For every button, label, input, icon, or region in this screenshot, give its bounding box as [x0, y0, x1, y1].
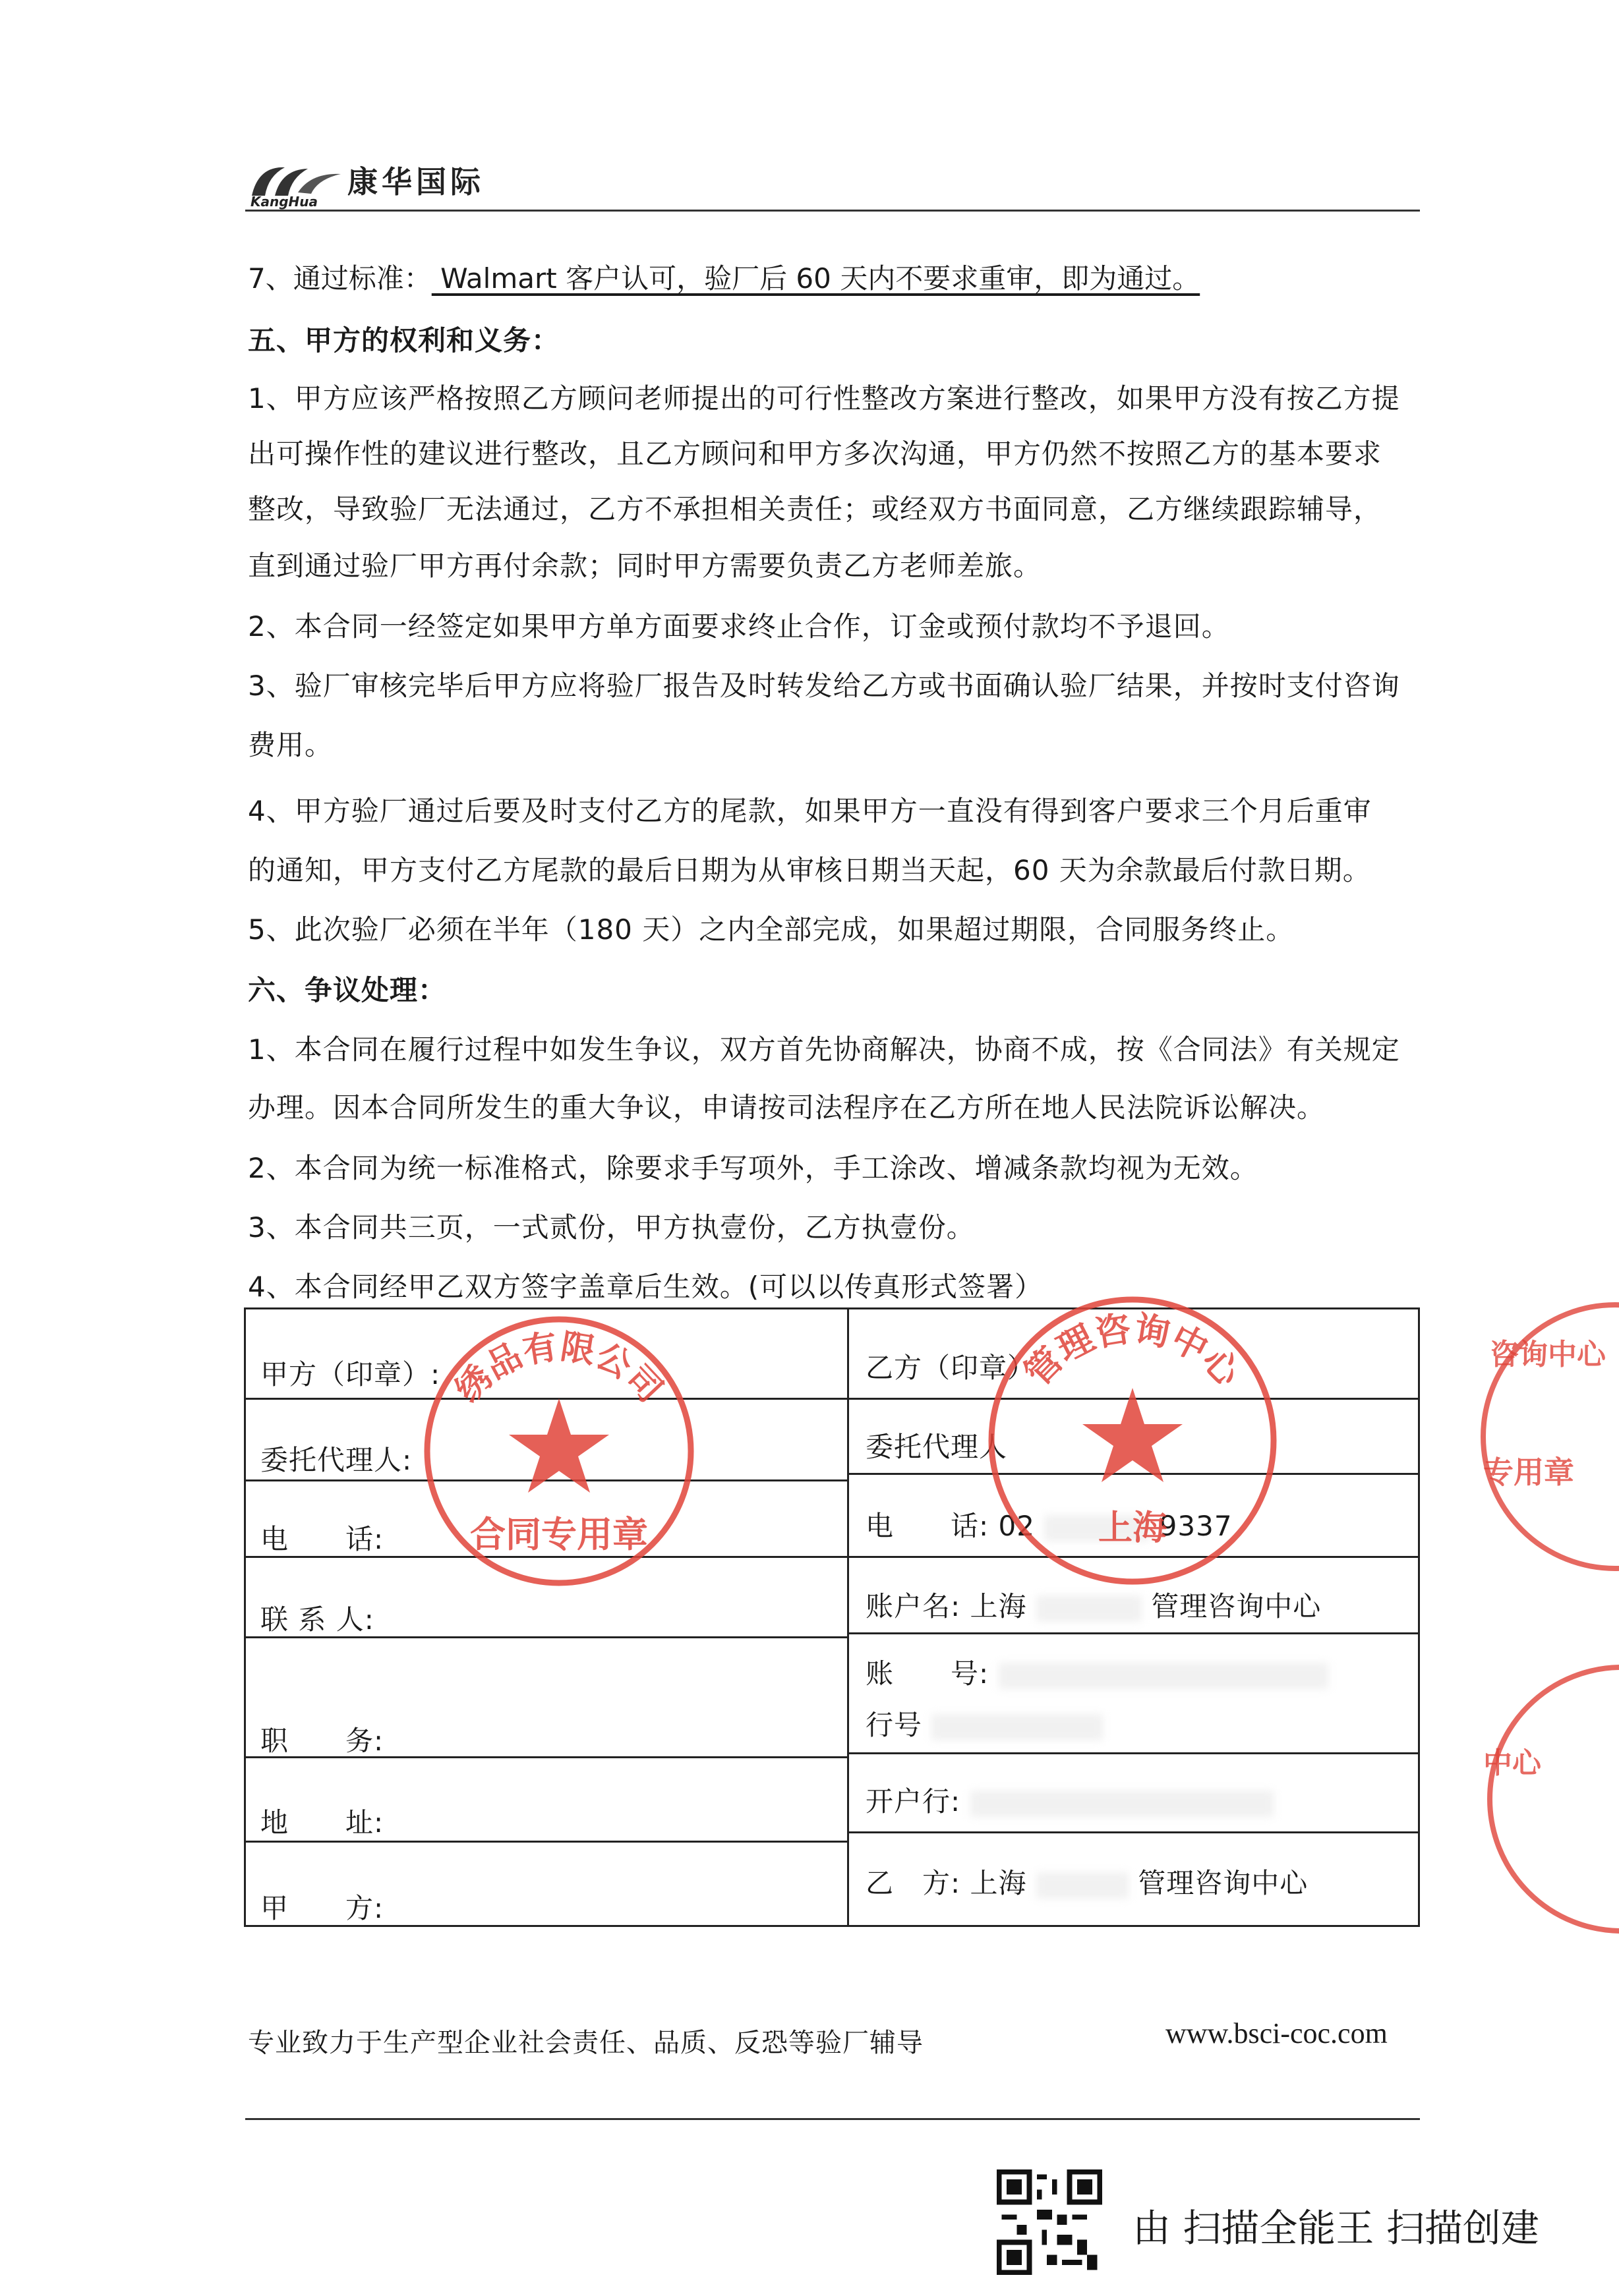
party-b-agent-label: 委托代理人: [866, 1431, 1008, 1463]
redacted-block: [1036, 1872, 1129, 1899]
bank-label: 开户行:: [866, 1785, 961, 1818]
section-7-line: [248, 258, 1200, 299]
footer-slogan: 专业致力于生产型企业社会责任、品质、反恐等验厂辅导: [248, 2028, 924, 2058]
section-6-heading: 六、争议处理：: [248, 974, 447, 1006]
section-5-line: 5、此次验厂必须在半年（180 天）之内全部完成，如果超过期限，合同服务终止。: [248, 913, 1295, 946]
section-5-line: 1、甲方应该严格按照乙方顾问老师提出的可行性整改方案进行整改，如果甲方没有按乙方提: [248, 382, 1400, 415]
party-a-sign-label: 甲 方:: [260, 1892, 384, 1924]
edge-seal-bottom: [1450, 1648, 1619, 1951]
party-b-phone-tail: 9337: [1159, 1510, 1233, 1542]
party-b-sign-tail: 管理咨询中心: [1138, 1867, 1309, 1899]
party-a-agent-label: 委托代理人:: [260, 1444, 413, 1476]
party-a-seal-top-text: 绣品有限公司: [448, 1327, 670, 1410]
section-7-value: Walmart 客户认可，验厂后 60 天内不要求重审，即为通过。: [431, 262, 1200, 295]
edge-seal-mid-text: 专用章: [1483, 1454, 1574, 1490]
party-b-bank-no: [866, 1704, 1103, 1743]
section-6-line: 3、本合同共三页，一式贰份，甲方执壹份，乙方执壹份。: [248, 1211, 975, 1244]
party-b-account-no: [866, 1652, 1328, 1692]
party-a-contract-seal: [407, 1300, 711, 1603]
section-5-line: 费用。: [248, 729, 334, 761]
party-a-phone-label: 电 话:: [260, 1523, 384, 1555]
bank-no-label: 行号: [866, 1709, 923, 1741]
section-5-line: 3、验厂审核完毕后甲方应将验厂报告及时转发给乙方或书面确认验厂结果，并按时支付咨询: [248, 670, 1400, 702]
account-name-tail: 管理咨询中心: [1151, 1590, 1322, 1622]
logo-chinese-name: 康华国际: [347, 164, 485, 200]
redacted-block: [970, 1791, 1274, 1817]
table-row-divider: [849, 1632, 1418, 1634]
table-row-divider: [246, 1841, 847, 1843]
section-6-line: 2、本合同为统一标准格式，除要求手写项外，手工涂改、增减条款均视为无效。: [248, 1152, 1258, 1184]
party-a-contact-label: 联 系 人:: [260, 1603, 374, 1636]
section-5-line: 出可操作性的建议进行整改，且乙方顾问和甲方多次沟通，甲方仍然不按照乙方的基本要求: [248, 438, 1382, 470]
svg-text:绣品有限公司: [448, 1327, 670, 1410]
party-b-phone-label: 电 话: 02: [866, 1510, 1035, 1542]
section-5-line: 整改，导致验厂无法通过，乙方不承担相关责任；或经双方书面同意，乙方继续跟踪辅导，: [248, 493, 1382, 525]
party-b-bank: [866, 1780, 1274, 1820]
company-logo: [245, 153, 535, 212]
section-5-line: 的通知，甲方支付乙方尾款的最后日期为从审核日期当天起，60 天为余款最后付款日期。: [248, 854, 1371, 886]
party-b-seal-label: 乙方（印章）: [866, 1352, 1036, 1384]
section-6-line: 1、本合同在履行过程中如发生争议，双方首先协商解决，协商不成，按《合同法》有关规定: [248, 1033, 1400, 1066]
logo-english-name: KangHua: [250, 194, 318, 210]
header-divider: [245, 210, 1420, 212]
edge-seal-bottom-text: 中心: [1483, 1746, 1541, 1780]
edge-seal-top: [1444, 1285, 1619, 1588]
section-5-heading: 五、甲方的权利和义务：: [248, 324, 560, 357]
svg-text:管理咨询中心: [1016, 1307, 1249, 1394]
party-a-address-label: 地 址:: [260, 1806, 384, 1839]
qr-code-icon: [997, 2169, 1102, 2275]
party-a-seal-bottom-text: 合同专用章: [470, 1514, 648, 1555]
table-row-divider: [849, 1831, 1418, 1833]
redacted-block: [999, 1663, 1328, 1689]
account-no-label: 账 号:: [866, 1657, 989, 1690]
section-5-line: 2、本合同一经签定如果甲方单方面要求终止合作，订金或预付款均不予退回。: [248, 610, 1230, 643]
account-name-label: 账户名: 上海: [866, 1590, 1027, 1622]
table-row-divider: [849, 1752, 1418, 1754]
redacted-block: [1036, 1595, 1142, 1622]
footer-divider: [245, 2118, 1420, 2120]
section-7-label: 7、通过标准：: [248, 262, 432, 295]
party-b-seal-bottom-text: 上海: [1098, 1508, 1167, 1548]
party-b-sign: [866, 1862, 1308, 1901]
party-a-seal-label: 甲方（印章）:: [260, 1358, 441, 1391]
party-b-sign-label: 乙 方: 上海: [866, 1867, 1027, 1899]
party-a-title-label: 职 务:: [260, 1725, 384, 1757]
edge-seal-top-text: 咨询中心: [1490, 1338, 1606, 1371]
section-5-line: 直到通过验厂甲方再付余款；同时甲方需要负责乙方老师差旅。: [248, 550, 1042, 582]
scanner-watermark-note: 由 扫描全能王 扫描创建: [1133, 2206, 1539, 2251]
footer-website-link[interactable]: www.bsci-coc.com: [1165, 2017, 1388, 2050]
redacted-block: [931, 1714, 1103, 1740]
party-b-seal-top-text: 管理咨询中心: [1016, 1307, 1249, 1394]
party-b-seal: [974, 1282, 1291, 1599]
section-6-line: 办理。因本合同所发生的重大争议，申请按司法程序在乙方所在地人民法院诉讼解决。: [248, 1091, 1326, 1124]
section-6-line: 4、本合同经甲乙双方签字盖章后生效。(可以以传真形式签署）: [248, 1271, 1044, 1303]
section-5-line: 4、甲方验厂通过后要及时支付乙方的尾款，如果甲方一直没有得到客户要求三个月后重审: [248, 795, 1372, 827]
